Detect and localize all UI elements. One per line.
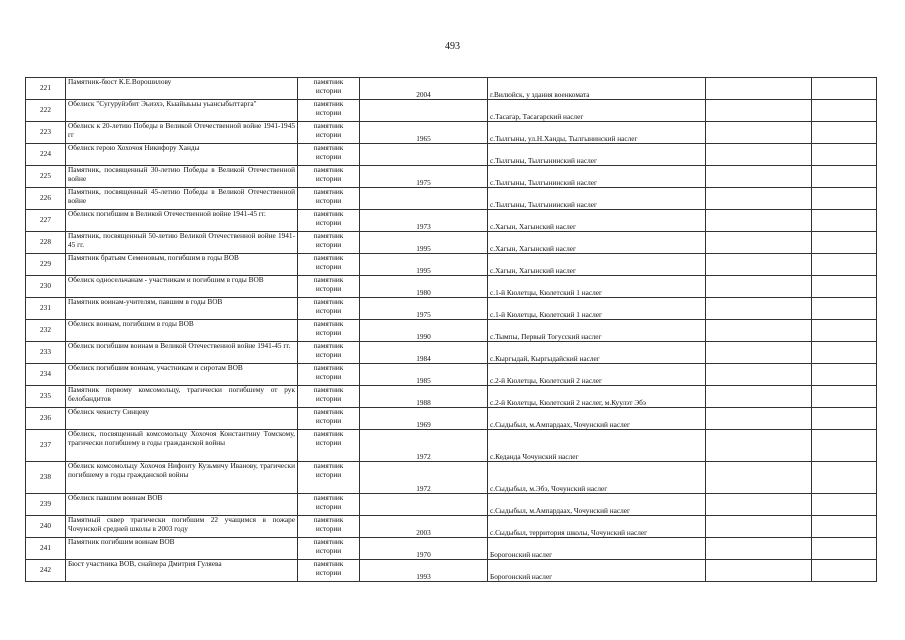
monument-type-line1: памятник (313, 429, 344, 438)
empty-cell (812, 462, 877, 494)
monument-year (360, 144, 488, 166)
monument-type-line1: памятник (313, 275, 344, 284)
monument-type-line2: истории (315, 437, 342, 447)
monument-type-line2: истории (315, 173, 342, 183)
monument-name: Памятник первому комсомольцу, трагически погибшему от рук белобандитов (66, 386, 298, 408)
row-number: 235 (26, 386, 66, 408)
empty-cell (706, 100, 812, 122)
row-number: 221 (26, 78, 66, 100)
monument-type (298, 538, 360, 560)
monuments-table (25, 77, 877, 582)
table-row (26, 430, 877, 462)
monument-type-line2: истории (315, 545, 342, 555)
monument-type-line1: памятник (313, 297, 344, 306)
row-number: 241 (26, 538, 66, 560)
table-row (26, 364, 877, 386)
monument-type-line1: памятник (313, 253, 344, 262)
monument-year: 1995 (360, 232, 488, 254)
empty-cell (706, 386, 812, 408)
row-number: 222 (26, 100, 66, 122)
monument-type-line2: истории (315, 151, 342, 161)
row-number: 233 (26, 342, 66, 364)
monument-name: Обелиск чекисту Синцеву (66, 408, 298, 430)
empty-cell (706, 364, 812, 386)
monument-type-line2: истории (315, 415, 342, 425)
monument-year (360, 188, 488, 210)
empty-cell (706, 560, 812, 582)
empty-cell (812, 122, 877, 144)
monument-location: с.Тасагар, Тасагарский наслег (488, 100, 706, 122)
monument-name: Обелиск герою Хохочоя Никифору Ханды (66, 144, 298, 166)
table-row (26, 100, 877, 122)
monument-location: с.Тылгыны, ул.Н.Ханды, Тылгынинский наслег (488, 122, 706, 144)
monument-name: Памятник, посвященный 45-летию Победы в Великой Отечественной войне (66, 188, 298, 210)
monument-year: 1972 (360, 462, 488, 494)
empty-cell (812, 276, 877, 298)
monument-type-line1: памятник (313, 143, 344, 152)
empty-cell (706, 320, 812, 342)
monument-location: с.Хагын, Хагынский наслег (488, 232, 706, 254)
monument-type-line2: истории (315, 327, 342, 337)
monument-name: Бюст участника ВОВ, снайпера Дмитрия Гуляева (66, 560, 298, 582)
monument-name: Памятник-бюст К.Е.Ворошилову (66, 78, 298, 100)
table-row (26, 166, 877, 188)
empty-cell (706, 538, 812, 560)
monument-year: 1965 (360, 122, 488, 144)
empty-cell (812, 386, 877, 408)
monument-location: с.Тымпы, Первый Тогусский наслег (488, 320, 706, 342)
table-row (26, 560, 877, 582)
monument-type-line2: истории (315, 195, 342, 205)
empty-cell (706, 276, 812, 298)
row-number: 234 (26, 364, 66, 386)
monument-type-line2: истории (315, 283, 342, 293)
table-row (26, 298, 877, 320)
monument-type-line1: памятник (313, 515, 344, 524)
monument-name: Обелиск "Сугуруйэбит Эьиэхэ, Кыайыьыы уьансыбыттарга" (66, 100, 298, 122)
monument-type-line1: памятник (313, 407, 344, 416)
monument-type (298, 386, 360, 408)
monument-year (360, 100, 488, 122)
monument-year: 2003 (360, 516, 488, 538)
monument-location: с.Тылгыны, Тылгынинский наслег (488, 166, 706, 188)
monument-type-line1: памятник (313, 77, 344, 86)
empty-cell (706, 144, 812, 166)
monument-year: 1993 (360, 560, 488, 582)
monument-type-line2: истории (315, 239, 342, 249)
monument-year: 1975 (360, 166, 488, 188)
monument-type-line1: памятник (313, 493, 344, 502)
monument-location: с.Тылгыны, Тылгынинский наслег (488, 188, 706, 210)
monument-type-line2: истории (315, 393, 342, 403)
monument-year (360, 494, 488, 516)
monument-type-line2: истории (315, 349, 342, 359)
monument-type (298, 166, 360, 188)
monument-type-line2: истории (315, 371, 342, 381)
monument-type (298, 462, 360, 494)
empty-cell (812, 408, 877, 430)
monument-type-line2: истории (315, 469, 342, 479)
empty-cell (812, 364, 877, 386)
monument-location: с.Хагын, Хагынский наслег (488, 254, 706, 276)
empty-cell (812, 430, 877, 462)
empty-cell (706, 232, 812, 254)
monument-type (298, 342, 360, 364)
empty-cell (812, 320, 877, 342)
monument-type (298, 430, 360, 462)
monument-type-line1: памятник (313, 559, 344, 568)
monument-type-line2: истории (315, 129, 342, 139)
monument-year: 1975 (360, 298, 488, 320)
table-row (26, 122, 877, 144)
table-row (26, 516, 877, 538)
monument-type-line1: памятник (313, 363, 344, 372)
row-number: 224 (26, 144, 66, 166)
table-row (26, 320, 877, 342)
monument-name: Памятник, посвященный 50-летию Великой Отечественной войне 1941-45 гг. (66, 232, 298, 254)
empty-cell (706, 494, 812, 516)
monument-type (298, 364, 360, 386)
empty-cell (706, 516, 812, 538)
monument-location: с.Тылгыны, Тылгынинский наслег (488, 144, 706, 166)
empty-cell (812, 100, 877, 122)
monument-type (298, 560, 360, 582)
monument-type-line1: памятник (313, 341, 344, 350)
table-row (26, 254, 877, 276)
monument-type-line1: памятник (313, 319, 344, 328)
table-body (26, 78, 877, 582)
monument-year: 1973 (360, 210, 488, 232)
monument-location: с.Кыргыдай, Кыргыдайский наслег (488, 342, 706, 364)
monument-name: Памятник братьям Семеновым, погибшим в годы ВОВ (66, 254, 298, 276)
table-row (26, 538, 877, 560)
monument-name: Обелиск односельчанам - участникам и погибшим в годы ВОВ (66, 276, 298, 298)
monument-year: 1969 (360, 408, 488, 430)
monument-location: с.2-й Кюлетцы, Кюлетский 2 наслег, м.Куулэт Эбэ (488, 386, 706, 408)
table-row (26, 232, 877, 254)
page-number: 493 (445, 41, 460, 52)
monument-type (298, 144, 360, 166)
monument-name: Обелиск погибшим воинам в Великой Отечественной войне 1941-45 гг. (66, 342, 298, 364)
empty-cell (706, 430, 812, 462)
monument-type-line1: памятник (313, 99, 344, 108)
monument-type-line2: истории (315, 523, 342, 533)
table-row (26, 188, 877, 210)
monument-location: г.Вилюйск, у здания военкомата (488, 78, 706, 100)
monument-type (298, 516, 360, 538)
monument-name: Памятник воинам-учителям, павшим в годы ВОВ (66, 298, 298, 320)
monument-type (298, 122, 360, 144)
monument-type (298, 494, 360, 516)
monument-name: Обелиск погибшим в Великой Отечественной войне 1941-45 гг. (66, 210, 298, 232)
table-row (26, 408, 877, 430)
monument-type-line1: памятник (313, 231, 344, 240)
row-number: 242 (26, 560, 66, 582)
monument-type-line2: истории (315, 567, 342, 577)
monument-type-line1: памятник (313, 537, 344, 546)
monument-type-line2: истории (315, 107, 342, 117)
row-number: 231 (26, 298, 66, 320)
table-row (26, 78, 877, 100)
monument-year: 1995 (360, 254, 488, 276)
table-row (26, 276, 877, 298)
monument-location: с.Хагын, Хагынский наслег (488, 210, 706, 232)
monument-location: Борогонский наслег (488, 538, 706, 560)
row-number: 226 (26, 188, 66, 210)
monument-location: с.Кеданда Чочунский наслег (488, 430, 706, 462)
monument-location: с.Сыдыбыл, м.Ампардаах, Чочунский наслег (488, 494, 706, 516)
empty-cell (812, 342, 877, 364)
monument-location: с.Сыдыбыл, территория школы, Чочунский наслег (488, 516, 706, 538)
row-number: 238 (26, 462, 66, 494)
monument-type-line1: памятник (313, 165, 344, 174)
row-number: 228 (26, 232, 66, 254)
monument-type-line1: памятник (313, 461, 344, 470)
monument-year: 1980 (360, 276, 488, 298)
monument-type (298, 210, 360, 232)
monument-type-line2: истории (315, 261, 342, 271)
empty-cell (812, 494, 877, 516)
monument-year: 1972 (360, 430, 488, 462)
monument-name: Обелиск к 20-летию Победы в Великой Отечественной войне 1941-1945 гг (66, 122, 298, 144)
monument-type (298, 320, 360, 342)
empty-cell (812, 188, 877, 210)
monument-type (298, 100, 360, 122)
row-number: 225 (26, 166, 66, 188)
row-number: 239 (26, 494, 66, 516)
monument-type-line2: истории (315, 501, 342, 511)
monument-type-line1: памятник (313, 187, 344, 196)
empty-cell (706, 78, 812, 100)
empty-cell (706, 408, 812, 430)
monument-name: Обелиск погибшим воинам, участникам и сиротам ВОВ (66, 364, 298, 386)
monument-year: 1985 (360, 364, 488, 386)
row-number: 237 (26, 430, 66, 462)
empty-cell (812, 166, 877, 188)
monument-type (298, 232, 360, 254)
table-row (26, 342, 877, 364)
empty-cell (812, 298, 877, 320)
monument-name: Обелиск павшим воинам ВОВ (66, 494, 298, 516)
monument-type (298, 254, 360, 276)
empty-cell (706, 122, 812, 144)
monument-year: 1990 (360, 320, 488, 342)
empty-cell (812, 232, 877, 254)
monument-type (298, 408, 360, 430)
row-number: 230 (26, 276, 66, 298)
empty-cell (706, 254, 812, 276)
monument-year: 1984 (360, 342, 488, 364)
monument-type-line1: памятник (313, 385, 344, 394)
monument-year: 2004 (360, 78, 488, 100)
table-row (26, 210, 877, 232)
empty-cell (706, 342, 812, 364)
table-row (26, 386, 877, 408)
monument-type (298, 298, 360, 320)
monument-name: Памятник погибшим воинам ВОВ (66, 538, 298, 560)
empty-cell (812, 254, 877, 276)
monument-type-line1: памятник (313, 121, 344, 130)
monument-type (298, 276, 360, 298)
monument-type (298, 78, 360, 100)
table-row (26, 494, 877, 516)
monument-location: с.1-й Кюлетцы, Кюлетский 1 наслег (488, 298, 706, 320)
monument-type-line2: истории (315, 85, 342, 95)
monument-type-line2: истории (315, 217, 342, 227)
row-number: 227 (26, 210, 66, 232)
monument-type (298, 188, 360, 210)
empty-cell (706, 462, 812, 494)
empty-cell (812, 78, 877, 100)
row-number: 232 (26, 320, 66, 342)
empty-cell (812, 516, 877, 538)
empty-cell (706, 210, 812, 232)
row-number: 223 (26, 122, 66, 144)
empty-cell (812, 538, 877, 560)
monument-name: Памятный сквер трагически погибшим 22 учащимся в пожаре Чочунской средней школы в 2003 году (66, 516, 298, 538)
empty-cell (812, 560, 877, 582)
row-number: 236 (26, 408, 66, 430)
empty-cell (706, 166, 812, 188)
monument-location: с.2-й Кюлетцы, Кюлетский 2 наслег (488, 364, 706, 386)
monument-location: с.1-й Кюлетцы, Кюлетский 1 наслег (488, 276, 706, 298)
table-row (26, 144, 877, 166)
monument-name: Памятник, посвященный 30-летию Победы в Великой Отечественной войне (66, 166, 298, 188)
empty-cell (812, 144, 877, 166)
row-number: 240 (26, 516, 66, 538)
monument-year: 1970 (360, 538, 488, 560)
empty-cell (812, 210, 877, 232)
monument-type-line2: истории (315, 305, 342, 315)
monument-name: Обелиск воинам, погибшим в годы ВОВ (66, 320, 298, 342)
monument-location: с.Сыдыбыл, м.Ампардаах, Чочунский наслег (488, 408, 706, 430)
monument-location: Борогонский наслег (488, 560, 706, 582)
row-number: 229 (26, 254, 66, 276)
monument-year: 1988 (360, 386, 488, 408)
empty-cell (706, 298, 812, 320)
empty-cell (706, 188, 812, 210)
monument-location: с.Сыдыбыл, м.Эбэ, Чочунский наслег (488, 462, 706, 494)
monument-name: Обелиск комсомольцу Хохочоя Нифонту Кузьмичу Иванову, трагически погибшему в годы гражданской войны (66, 462, 298, 494)
monument-type-line1: памятник (313, 209, 344, 218)
monument-name: Обелиск, посвященный комсомольцу Хохочоя Константину Томскому, трагически погибшему в годы гражданской войны (66, 430, 298, 462)
table-row (26, 462, 877, 494)
